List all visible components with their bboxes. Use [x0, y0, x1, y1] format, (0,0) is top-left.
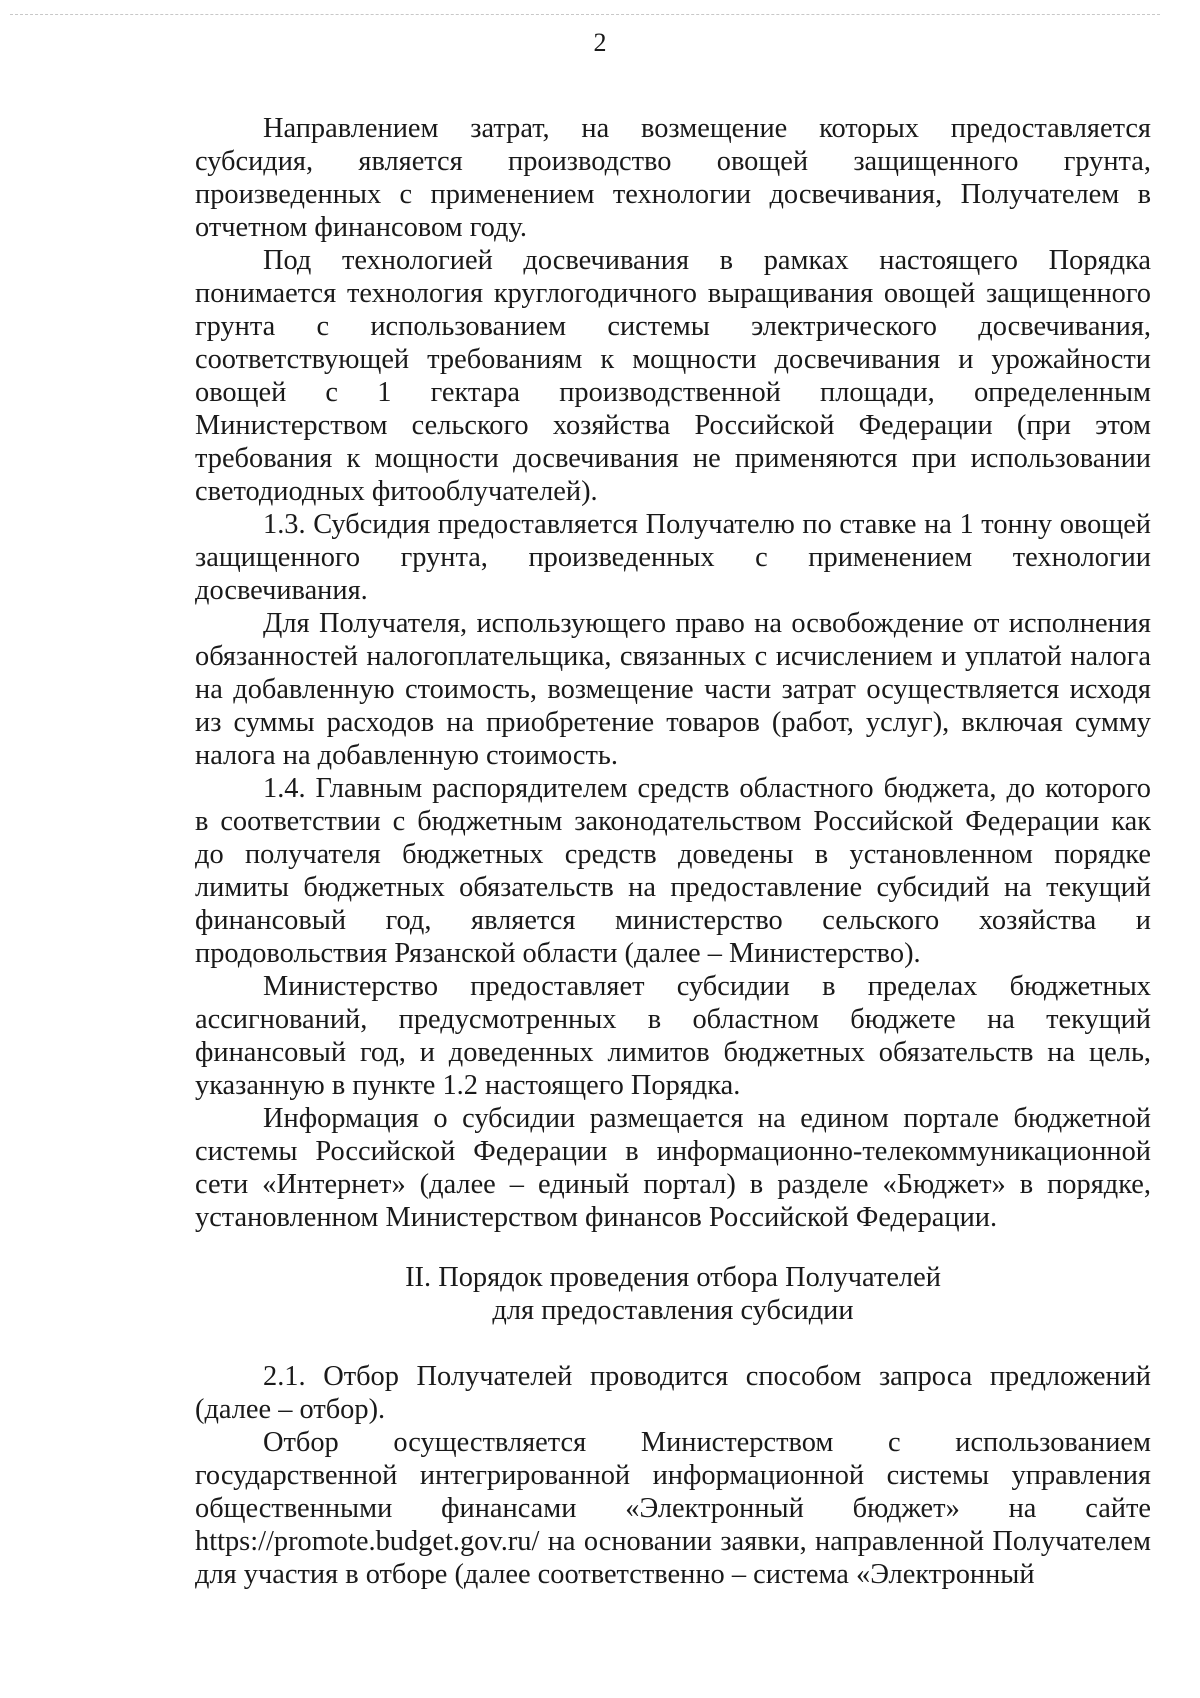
section-2-heading [195, 1261, 1151, 1327]
scan-artifact-line [10, 14, 1160, 19]
page-number: 2 [593, 28, 607, 57]
section-2-heading-line-1: II. Порядок проведения отбора Получателей [405, 1262, 941, 1293]
paragraph-clause-1-3: 1.3. Субсидия предоставляется Получателю по ставке на 1 тонну овощей защищенного грунта, произведенных с применением технологии досвечивания. [195, 509, 1151, 606]
paragraph: Информация о субсидии размещается на едином портале бюджетной системы Российской Федерации в информационно-телекоммуникационной сети «Интернет» (далее – единый портал) в разделе «Бюджет» в порядке, установленном Министерством финансов Российской Федерации. [195, 1103, 1151, 1233]
section-2-heading-line-2: для предоставления субсидии [492, 1295, 854, 1326]
document-body [195, 112, 1151, 1591]
paragraph: Отбор осуществляется Министерством с использованием государственной интегрированной информационной системы управления общественными финансами «Электронный бюджет» на сайте https://promote.budget.gov.ru/ на основании заявки, направленной Получателем для участия в отборе (далее соответственно – система «Электронный [195, 1427, 1151, 1590]
paragraph: Министерство предоставляет субсидии в пределах бюджетных ассигнований, предусмотренных в областном бюджете на текущий финансовый год, и доведенных лимитов бюджетных обязательств на цель, указанную в пункте 1.2 настоящего Порядка. [195, 971, 1151, 1101]
paragraph: Направлением затрат, на возмещение которых предоставляется субсидия, является производство овощей защищенного грунта, произведенных с применением технологии досвечивания, Получателем в отчетном финансовом году. [195, 113, 1151, 243]
paragraph: Для Получателя, использующего право на освобождение от исполнения обязанностей налогоплательщика, связанных с исчислением и уплатой налога на добавленную стоимость, возмещение части затрат осуществляется исходя из суммы расходов на приобретение товаров (работ, услуг), включая сумму налога на добавленную стоимость. [195, 608, 1151, 771]
paragraph: Под технологией досвечивания в рамках настоящего Порядка понимается технология круглогодичного выращивания овощей защищенного грунта с использованием системы электрического досвечивания, соответствующей требованиям к мощности досвечивания и урожайности овощей с 1 гектара производственной площади, определенным Министерством сельского хозяйства Российской Федерации (при этом требования к мощности досвечивания не применяются при использовании светодиодных фитооблучателей). [195, 245, 1151, 507]
paragraph-clause-2-1: 2.1. Отбор Получателей проводится способом запроса предложений (далее – отбор). [195, 1361, 1151, 1425]
paragraph-clause-1-4: 1.4. Главным распорядителем средств областного бюджета, до которого в соответствии с бюджетным законодательством Российской Федерации как до получателя бюджетных средств доведены в установленном порядке лимиты бюджетных обязательств на предоставление субсидий на текущий финансовый год, является министерство сельского хозяйства и продовольствия Рязанской области (далее – Министерство). [195, 773, 1151, 969]
